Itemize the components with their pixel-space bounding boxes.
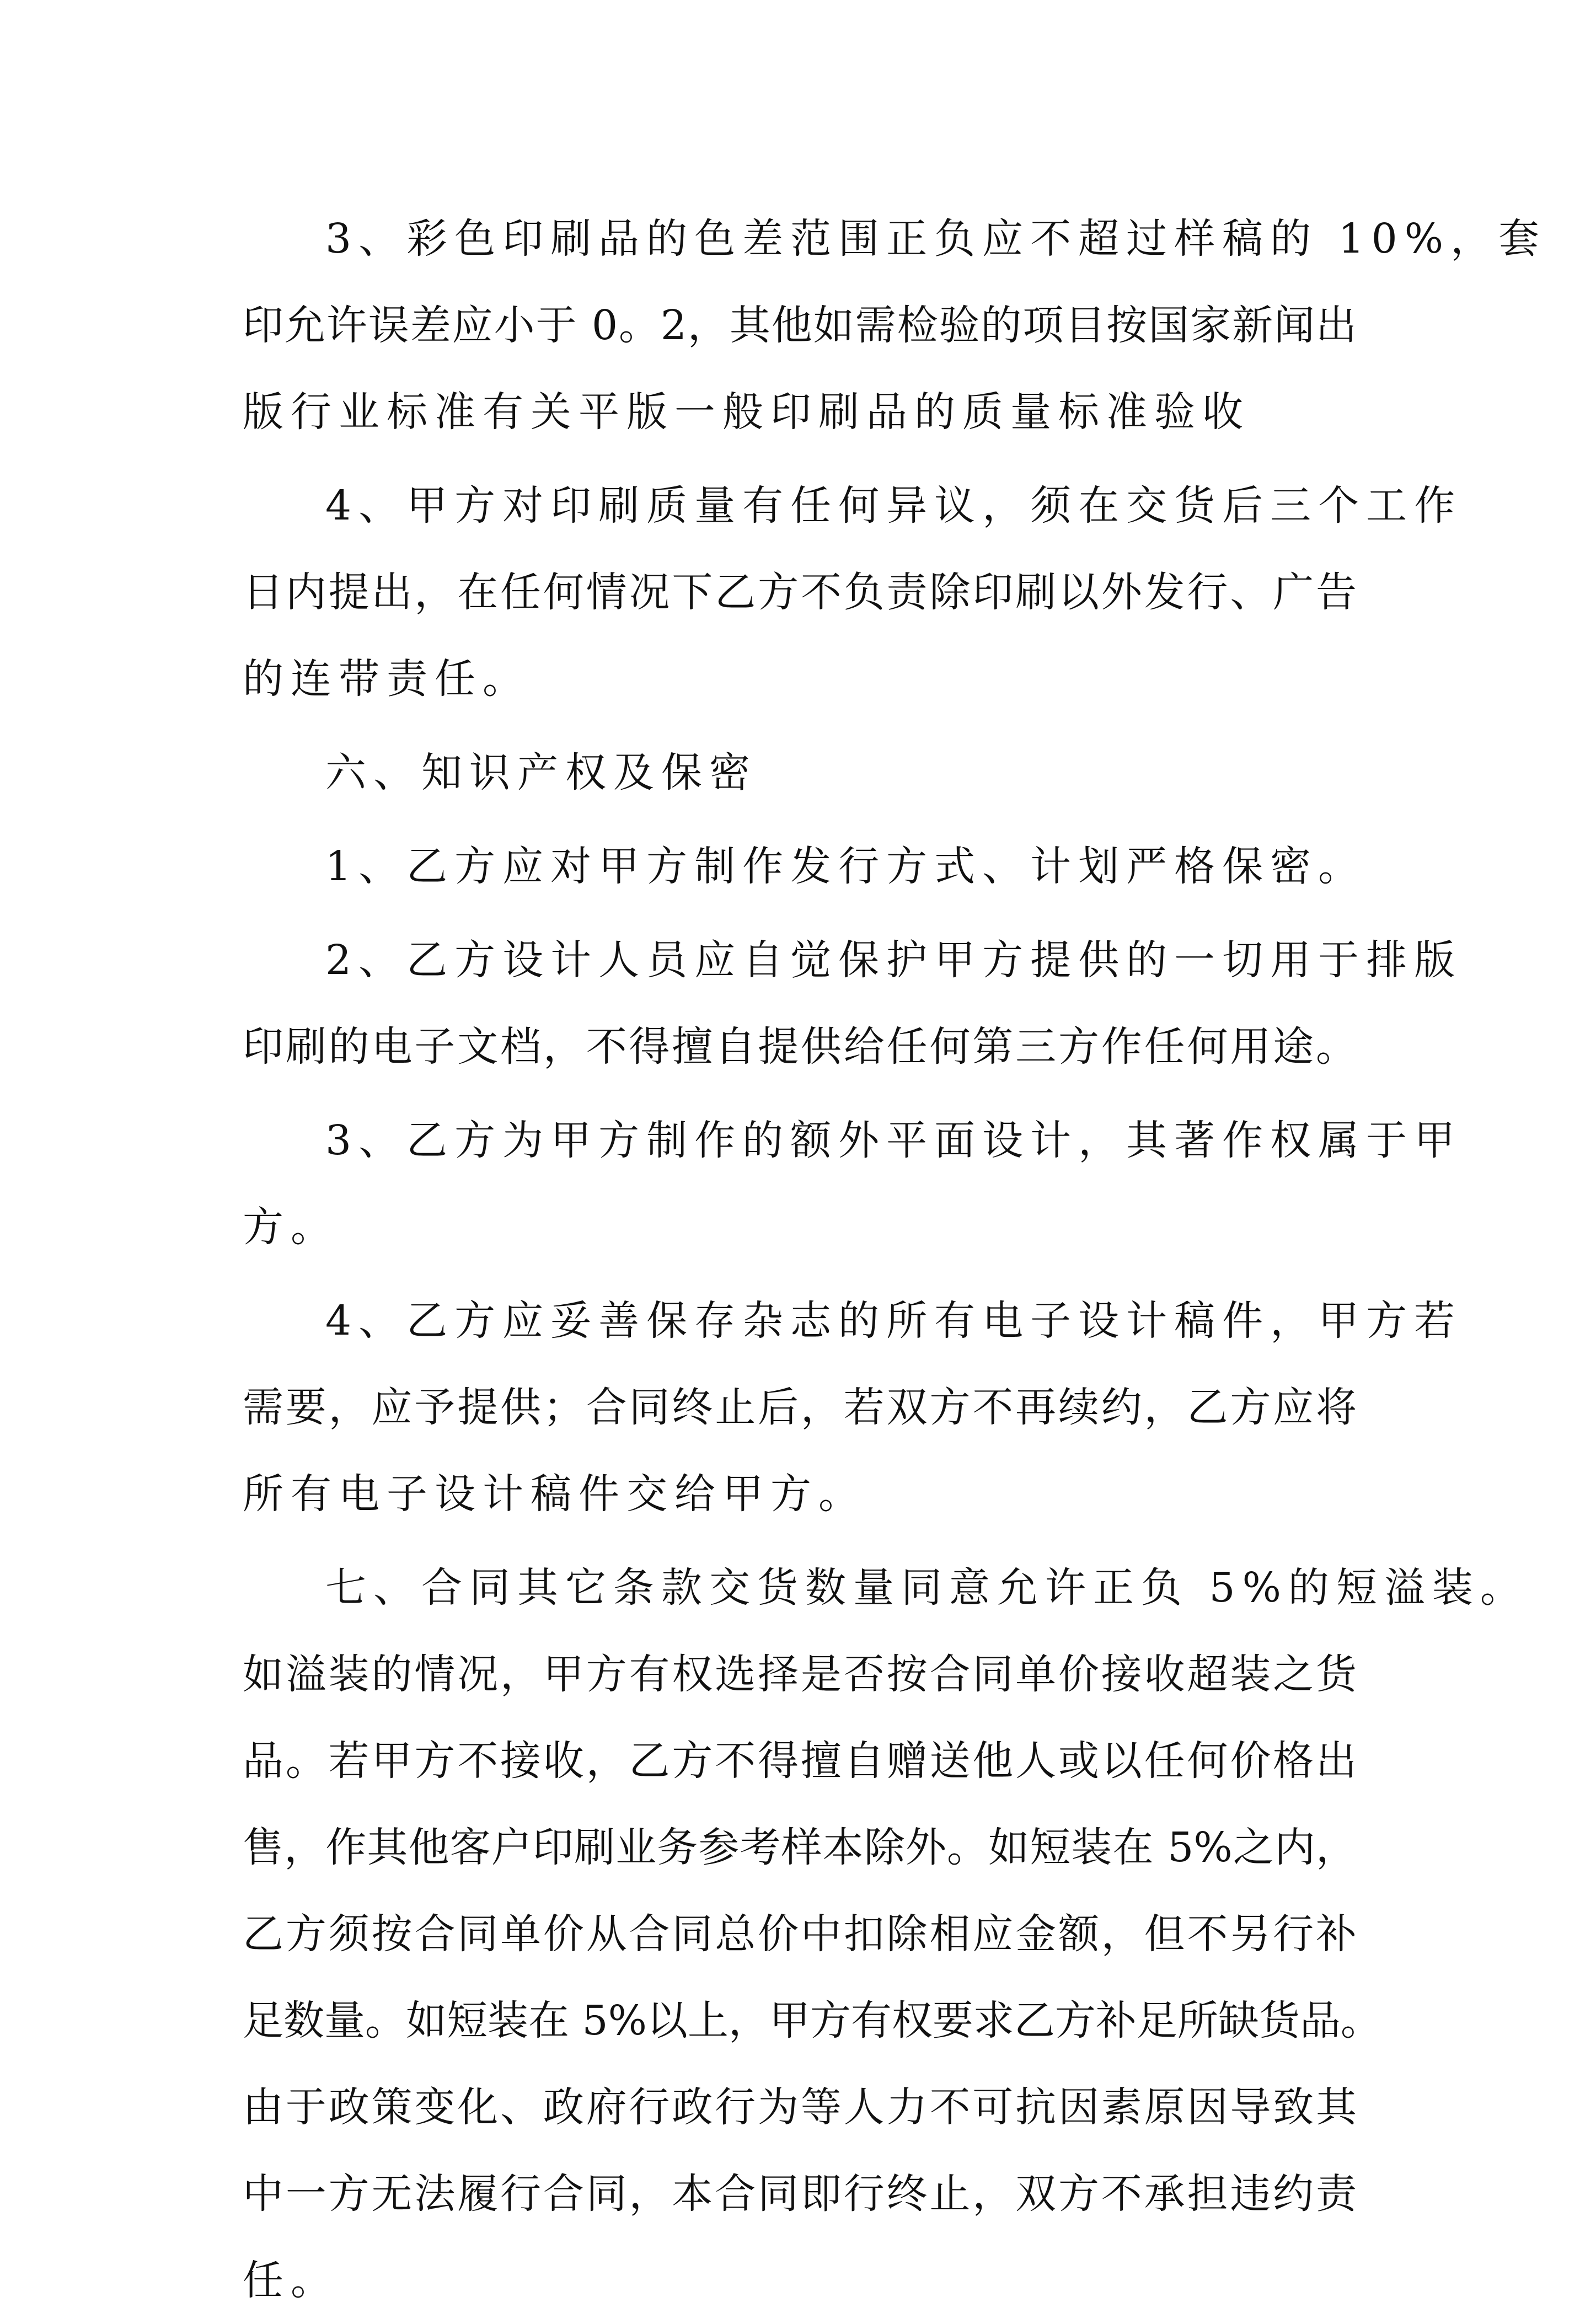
text-line: 1、乙方应对甲方制作发行方式、计划严格保密。 <box>325 843 1367 890</box>
text-line: 3、彩色印刷品的色差范围正负应不超过样稿的 10%，套 <box>325 215 1547 263</box>
text-line: 4、甲方对印刷质量有任何异议，须在交货后三个工作 <box>325 482 1463 529</box>
paragraph-color-tolerance <box>243 196 1547 456</box>
text-line: 由于政策变化、政府行政行为等人力不可抗因素原因导致其 <box>243 2084 1357 2131</box>
text-line: 如溢装的情况，甲方有权选择是否按合同单价接收超装之货 <box>243 1651 1357 1698</box>
text-line: 方。 <box>243 1203 339 1251</box>
text-line: 版行业标准有关平版一般印刷品的质量标准验收 <box>243 388 1250 436</box>
text-line: 足数量。如短装在 5%以上，甲方有权要求乙方补足所缺货品。 <box>243 1997 1381 2044</box>
text-line: 日内提出，在任何情况下乙方不负责除印刷以外发行、广告 <box>243 569 1357 616</box>
paragraph-ip-3 <box>243 1097 1463 1271</box>
paragraph-ip-2 <box>243 917 1463 1090</box>
text-line: 需要，应予提供；合同终止后，若双方不再续约，乙方应将 <box>243 1384 1357 1431</box>
section-heading: 六、知识产权及保密 <box>325 749 757 796</box>
text-line: 中一方无法履行合同，本合同即行终止，双方不承担违约责 <box>243 2170 1357 2218</box>
text-line: 七、合同其它条款交货数量同意允许正负 5%的短溢装。 <box>325 1564 1528 1611</box>
paragraph-ip-1 <box>243 823 1367 910</box>
text-line: 任。 <box>243 2257 339 2304</box>
text-line: 的连带责任。 <box>243 655 531 703</box>
text-line: 2、乙方设计人员应自觉保护甲方提供的一切用于排版 <box>325 936 1463 984</box>
text-line: 印允许误差应小于 0。2，其他如需检验的项目按国家新闻出 <box>243 302 1357 349</box>
text-line: 乙方须按合同单价从合同总价中扣除相应金额，但不另行补 <box>243 1910 1357 1958</box>
text-line: 4、乙方应妥善保存杂志的所有电子设计稿件，甲方若 <box>325 1297 1463 1345</box>
text-line: 3、乙方为甲方制作的额外平面设计，其著作权属于甲 <box>325 1117 1463 1164</box>
paragraph-ip-4 <box>243 1278 1463 1538</box>
text-line: 品。若甲方不接收，乙方不得擅自赠送他人或以任何价格出 <box>243 1737 1357 1785</box>
document-body <box>243 196 1547 2324</box>
text-line: 所有电子设计稿件交给甲方。 <box>243 1470 866 1518</box>
text-line: 印刷的电子文档，不得擅自提供给任何第三方作任何用途。 <box>243 1023 1357 1070</box>
text-line: 售，作其他客户印刷业务参考样本除外。如短装在 5%之内， <box>243 1824 1357 1871</box>
section-other-terms <box>243 1545 1528 2324</box>
section-heading-ip-confidentiality <box>243 730 1357 816</box>
paragraph-quality-objection <box>243 463 1463 722</box>
